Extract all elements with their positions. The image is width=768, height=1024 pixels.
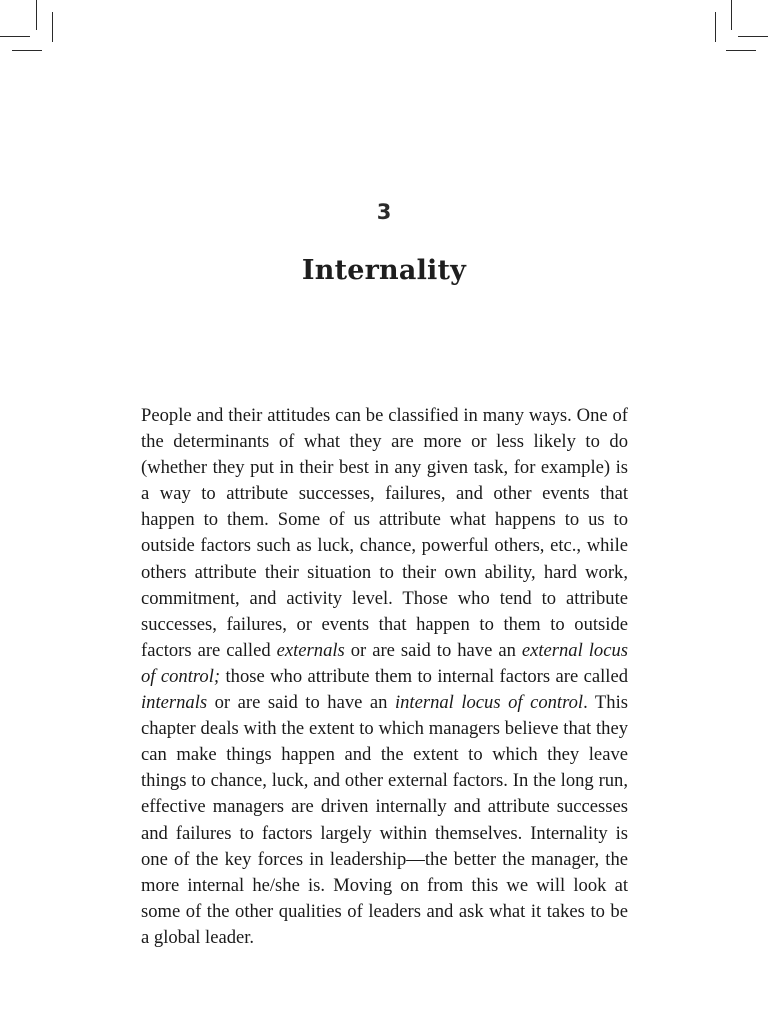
crop-mark-top-right-horizontal [738, 36, 768, 37]
crop-mark-top-right-horizontal-outer [726, 50, 756, 51]
body-text-segment: those who attribute them to internal factors are called [220, 665, 628, 687]
body-text-segment: or are said to have an [207, 692, 395, 714]
body-paragraph [141, 403, 628, 951]
chapter-title: Internality [301, 255, 467, 286]
crop-mark-top-left-vertical-outer [52, 12, 53, 42]
body-emphasis-internals: internals [141, 692, 208, 714]
crop-mark-top-right-vertical-outer [715, 12, 716, 42]
crop-mark-top-right-vertical [731, 0, 732, 30]
body-text-segment: . This chapter deals with the extent to which managers believe that they can make things happen and the extent to which they leave things to chance, luck, and other external factors. In the long run, effective managers are driven internally and attribute successes and failures to factors largely within themselves. Internality is one of the key forces in leadership—the better the manager, the more internal he/she is. Moving on from this we will look at some of the other qualities of leaders and ask what it takes to be a global leader. [141, 692, 628, 948]
body-emphasis-external-locus: external locus of control; [141, 639, 628, 687]
crop-mark-top-left-vertical [36, 0, 37, 30]
body-text-segment: People and their attitudes can be classified in many ways. One of the determinants of what they are more or less likely to do (whether they put in their best in any given task, for example) is a way to attribute successes, failures, and other events that happen to them. Some of us attribute what happens to us to outside factors such as luck, chance, powerful others, etc., while others attribute their situation to their own ability, hard work, commitment, and activity level. Those who tend to attribute successes, failures, or events that happen to them to outside factors are called [141, 405, 628, 661]
chapter-number: 3 [376, 200, 392, 224]
crop-mark-top-left-horizontal-outer [12, 50, 42, 51]
body-emphasis-internal-locus: internal locus of control [394, 692, 584, 714]
body-text-segment: or are said to have an [344, 639, 522, 661]
crop-mark-top-left-horizontal [0, 36, 30, 37]
body-emphasis-externals: externals [276, 639, 345, 661]
